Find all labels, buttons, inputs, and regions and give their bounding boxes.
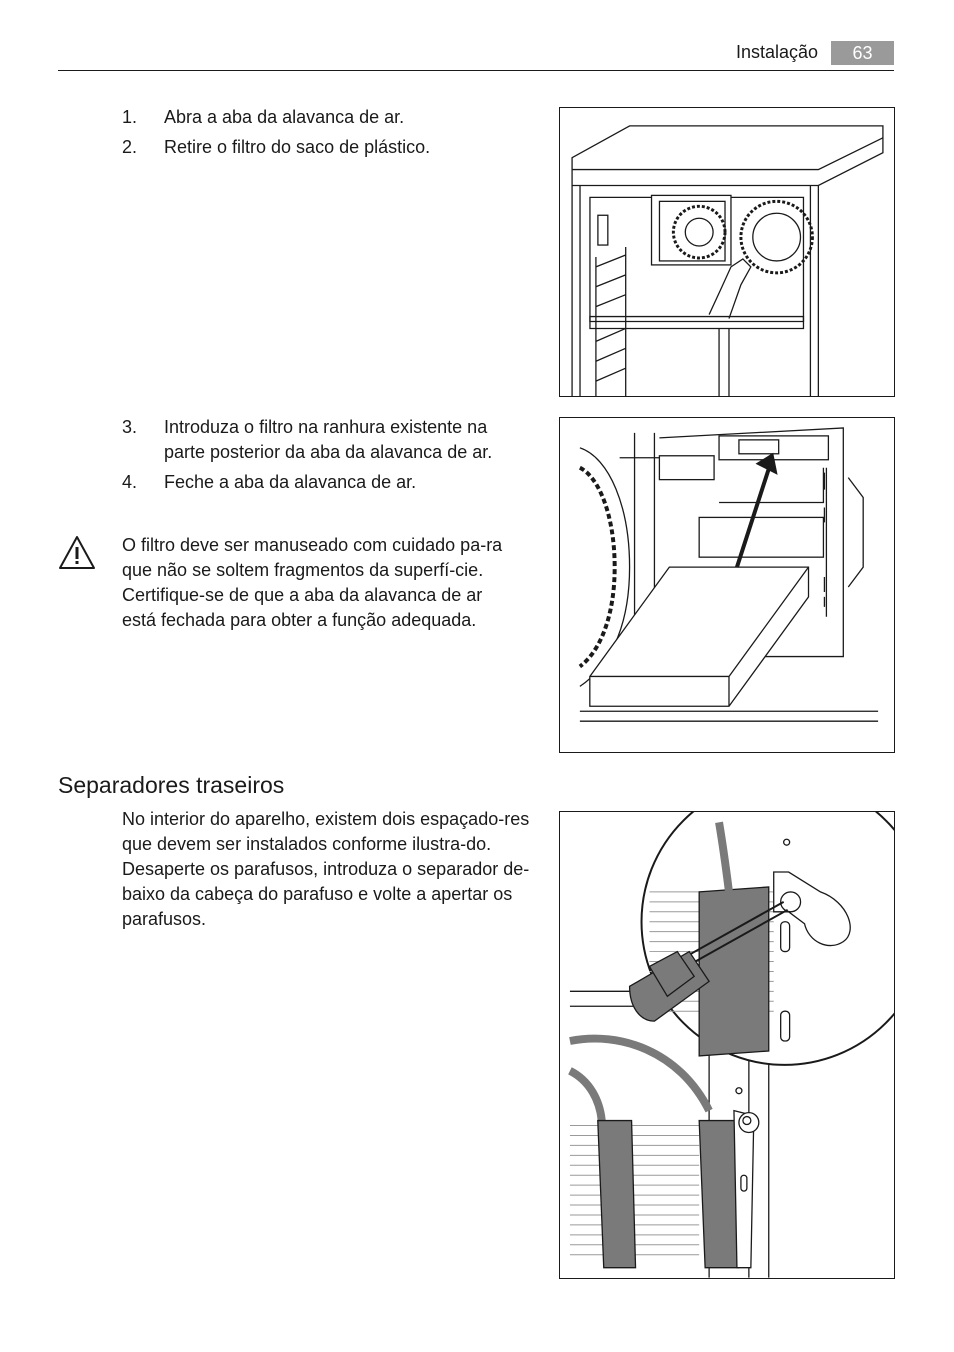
- body-paragraph-1: No interior do aparelho, existem dois espaçado-res que devem ser instalados conforme ilustra-do.: [122, 809, 530, 854]
- section-body: [122, 807, 547, 932]
- page-number: 63: [831, 41, 894, 65]
- header-rule: [58, 70, 894, 71]
- step-text: Introduza o filtro na ranhura existente na parte posterior da aba da alavanca de ar.: [164, 417, 493, 462]
- step-number: 2.: [122, 137, 138, 157]
- step-item: [122, 415, 522, 465]
- page-header: [0, 0, 954, 80]
- figure-rear-spacers: [559, 811, 895, 1279]
- step-number: 1.: [122, 107, 138, 127]
- section-heading: Separadores traseiros: [58, 772, 285, 798]
- steps-list-insert: [122, 415, 522, 500]
- step-number: 4.: [122, 472, 138, 492]
- figure-insert-filter: [559, 417, 895, 753]
- warning-triangle-icon: [58, 535, 96, 571]
- step-text: Abra a aba da alavanca de ar.: [164, 107, 405, 127]
- step-text: Retire o filtro do saco de plástico.: [164, 137, 431, 157]
- body-paragraph-2: Desaperte os parafusos, introduza o separador de-baixo da cabeça do parafuso e volte a apertar os parafusos.: [122, 859, 530, 929]
- section-label: Instalação: [735, 42, 818, 62]
- warning-text-1: O filtro deve ser manuseado com cuidado pa-ra que não se soltem fragmentos da superfí-cie.: [122, 535, 503, 580]
- warning-note: [122, 533, 517, 633]
- step-item: [122, 135, 522, 160]
- step-number: 3.: [122, 417, 138, 437]
- step-item: [122, 470, 522, 495]
- warning-text-2: Certifique-se de que a aba da alavanca de ar está fechada para obter a função adequada.: [122, 585, 483, 630]
- step-text: Feche a aba da alavanca de ar.: [164, 472, 417, 492]
- step-item: [122, 105, 522, 130]
- steps-list-open: [122, 105, 522, 165]
- figure-open-air-flap: [559, 107, 895, 397]
